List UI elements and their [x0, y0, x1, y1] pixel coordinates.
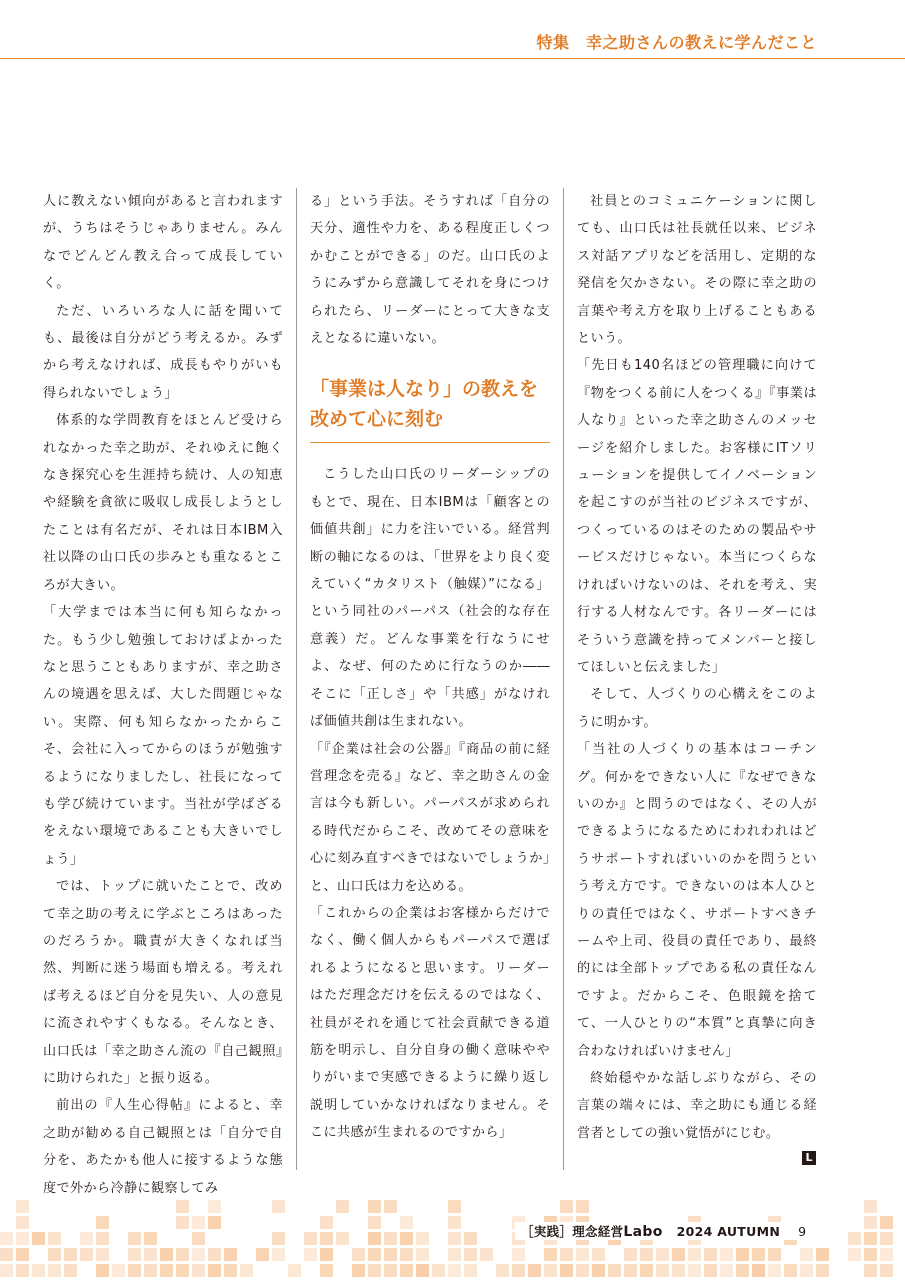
mosaic-tile [368, 1248, 381, 1261]
mosaic-tile [800, 1248, 813, 1261]
mosaic-tile [512, 1264, 525, 1277]
paragraph: ただ、いろいろな人に話を聞いても、最後は自分がどう考えるか。みずから考えなければ、成長もやりがいも得られないでしょう」 [43, 303, 283, 401]
mosaic-tile [752, 1264, 765, 1277]
mosaic-tile [272, 1200, 285, 1213]
mosaic-tile [320, 1248, 333, 1261]
mosaic-tile [560, 1264, 573, 1277]
mosaic-tile [656, 1264, 669, 1277]
mosaic-tile [576, 1200, 589, 1213]
mosaic-tile [80, 1248, 93, 1261]
mosaic-tile [384, 1248, 397, 1261]
mosaic-tile [736, 1248, 749, 1261]
mosaic-tile [800, 1264, 813, 1277]
mosaic-tile [384, 1200, 397, 1213]
mosaic-tile [224, 1248, 237, 1261]
paragraph: 体系的な学問教育をほとんど受けられなかった幸之助が、それゆえに飽くなき探究心を生涯持ち続け、人の知恵や経験を貪欲に吸収し成長しようとしたことは有名だが、それは日本IBM入社以降の山口氏の歩みとも重なるところが大きい。 [43, 413, 283, 593]
mosaic-tile [448, 1264, 461, 1277]
mosaic-tile [32, 1232, 45, 1245]
mosaic-tile [304, 1248, 317, 1261]
mosaic-tile [560, 1248, 573, 1261]
mosaic-tile [16, 1248, 29, 1261]
mosaic-tile [816, 1264, 829, 1277]
mosaic-tile [32, 1264, 45, 1277]
mosaic-tile [432, 1264, 445, 1277]
magazine-labo: Labo [623, 1224, 663, 1240]
paragraph: る」という手法。そうすれば「自分の天分、適性や力を、ある程度正しくつかむことができる」のだ。山口氏のようにみずから意識してそれを身につけられたら、リーダーにとって大きな支えとなるに違いない。 [310, 194, 550, 347]
article-column-1 [43, 188, 283, 1202]
mosaic-tile [608, 1264, 621, 1277]
mosaic-tile [0, 1264, 13, 1277]
mosaic-tile [448, 1232, 461, 1245]
mosaic-tile [672, 1248, 685, 1261]
mosaic-tile [672, 1264, 685, 1277]
magazine-name: ［実践］理念経営 [521, 1224, 624, 1239]
mosaic-tile [400, 1264, 413, 1277]
mosaic-tile [128, 1264, 141, 1277]
mosaic-tile [448, 1216, 461, 1229]
mosaic-tile [160, 1248, 173, 1261]
mosaic-tile [704, 1248, 717, 1261]
mosaic-tile [176, 1200, 189, 1213]
mosaic-tile [400, 1232, 413, 1245]
mosaic-tile [320, 1216, 333, 1229]
mosaic-tile [176, 1264, 189, 1277]
mosaic-tile [880, 1264, 893, 1277]
mosaic-tile [416, 1248, 429, 1261]
mosaic-tile [576, 1264, 589, 1277]
mosaic-tile [736, 1264, 749, 1277]
column-divider [296, 188, 297, 1170]
mosaic-tile [112, 1264, 125, 1277]
mosaic-tile [752, 1248, 765, 1261]
mosaic-tile [128, 1248, 141, 1261]
mosaic-tile [848, 1232, 861, 1245]
mosaic-tile [352, 1264, 365, 1277]
mosaic-tile [96, 1248, 109, 1261]
mosaic-tile [544, 1248, 557, 1261]
subheading: 「事業は人なり」の教えを改めて心に刻む [310, 374, 550, 443]
mosaic-tile [464, 1264, 477, 1277]
mosaic-tile [464, 1232, 477, 1245]
mosaic-tile [720, 1248, 733, 1261]
mosaic-tile [400, 1248, 413, 1261]
issue-label: 2024 AUTUMN [676, 1224, 781, 1239]
paragraph: 終始穏やかな話しぶりながら、その言葉の端々には、幸之助にも通じる経営者としての強い覚悟がにじむ。 [577, 1071, 817, 1141]
paragraph: 人に教えない傾向があると言われますが、うちはそうじゃありません。みんなでどんどん教え合って成長していく。 [43, 194, 283, 292]
mosaic-tile [352, 1248, 365, 1261]
paragraph: 「大学までは本当に何も知らなかった。もう少し勉強しておけばよかったなと思うこともありますが、幸之助さんの境遇を思えば、大した問題じゃない。実際、何も知らなかったからこそ、会社に入ってからのほうが勉強するようになりましたし、社長になっても学び続けています。当社が学ばざるをえない環境であることも大きいでしょう」 [43, 605, 283, 867]
mosaic-tile [0, 1232, 13, 1245]
mosaic-tile [96, 1232, 109, 1245]
mosaic-tile [192, 1264, 205, 1277]
mosaic-tile [16, 1232, 29, 1245]
mosaic-tile [864, 1232, 877, 1245]
mosaic-tile [48, 1264, 61, 1277]
mosaic-tile [480, 1248, 493, 1261]
mosaic-tile [720, 1264, 733, 1277]
mosaic-tile [640, 1264, 653, 1277]
footer-label [515, 1222, 812, 1240]
mosaic-tile [256, 1248, 269, 1261]
paragraph: 「これからの企業はお客様からだけでなく、働く個人からもパーパスで選ばれるようになると思います。リーダーはただ理念だけを伝えるのではなく、社員がそれを通じて社会貢献できる道筋を明示し、自分自身の働く意味ややりがいまで実感できるように繰り返し説明していかなければなりません。そこに共感が生まれるのですから」 [310, 905, 550, 1141]
mosaic-tile [16, 1216, 29, 1229]
mosaic-tile [208, 1200, 221, 1213]
mosaic-tile [592, 1248, 605, 1261]
mosaic-tile [288, 1264, 301, 1277]
mosaic-tile [864, 1200, 877, 1213]
mosaic-tile [336, 1232, 349, 1245]
mosaic-tile [880, 1216, 893, 1229]
mosaic-tile [512, 1248, 525, 1261]
mosaic-tile [768, 1248, 781, 1261]
mosaic-tile [336, 1200, 349, 1213]
mosaic-tile [144, 1248, 157, 1261]
page-header [0, 0, 905, 59]
mosaic-tile [272, 1248, 285, 1261]
mosaic-tile [880, 1232, 893, 1245]
mosaic-tile [688, 1248, 701, 1261]
paragraph: 「『企業は社会の公器』『商品の前に経営理念を売る』など、幸之助さんの金言は今も新しい。パーパスが求められる時代だからこそ、改めてその意味を心に刻み直すべきではないでしょうか」と、山口氏は力を込める。 [310, 741, 550, 894]
mosaic-tile [784, 1264, 797, 1277]
mosaic-tile [64, 1264, 77, 1277]
mosaic-tile [320, 1264, 333, 1277]
article-column-3 [577, 188, 817, 1147]
mosaic-tile [160, 1264, 173, 1277]
paragraph: 「当社の人づくりの基本はコーチング。何かをできない人に『なぜできないのか』と問うのではなく、その人ができるようになるためにわれわれはどうサポートすればいいのかを問うという考え方です。できないのは本人ひとりの責任ではなく、サポートすべきチームや上司、役員の責任であり、最終的には全部トップである私の責任なんですよ。だからこそ、色眼鏡を捨てて、一人ひとりの“本質”と真摯に向き合わなければいけません」 [577, 742, 817, 1059]
mosaic-tile [208, 1264, 221, 1277]
mosaic-tile [384, 1232, 397, 1245]
paragraph: では、トップに就いたことで、改めて幸之助の考えに学ぶところはあったのだろうか。職責が大きくなれば当然、判断に迷う場面も増える。考えれば考えるほど自分を見失い、人の意見に流されやすくもなる。そんなとき、山口氏は「幸之助さん流の『自己観照』に助けられた」と振り返る。 [43, 879, 283, 1086]
paragraph: 「先日も140名ほどの管理職に向けて『物をつくる前に人をつくる』『事業は人なり』といった幸之助さんのメッセージを紹介しました。お客様にITソリューションを提供してイノベーションを起こすのが当社のビジネスですが、つくっているのはそのための製品やサービスだけじゃない。本当につくらなければいけないのは、それを考え、実行する人材なんです。各リーダーにはそういう意識を持ってメンバーと接してほしいと伝えました」 [577, 358, 817, 675]
mosaic-tile [96, 1264, 109, 1277]
mosaic-tile [624, 1264, 637, 1277]
mosaic-tile [192, 1248, 205, 1261]
mosaic-tile [400, 1216, 413, 1229]
mosaic-tile [176, 1248, 189, 1261]
mosaic-tile [864, 1216, 877, 1229]
mosaic-tile [16, 1264, 29, 1277]
mosaic-tile [320, 1232, 333, 1245]
mosaic-tile [816, 1248, 829, 1261]
mosaic-tile [848, 1248, 861, 1261]
mosaic-tile [704, 1264, 717, 1277]
mosaic-tile [384, 1264, 397, 1277]
mosaic-tile [0, 1248, 13, 1261]
paragraph: 前出の『人生心得帖』によると、幸之助が勧める自己観照とは「自分で自分を、あたかも他人に接するような態度で外から冷静に観察してみ [43, 1098, 283, 1196]
paragraph: こうした山口氏のリーダーシップのもとで、現在、日本IBMは「顧客との価値共創」に力を注いでいる。経営判断の軸になるのは、「世界をより良く変えていく“カタリスト（触媒）”になる」という同社のパーパス（社会的な存在意義）だ。どんな事業を行なうにせよ、なぜ、何のために行なうのか――そこに「正しさ」や「共感」がなければ価値共創は生まれない。 [310, 467, 550, 730]
mosaic-tile [640, 1248, 653, 1261]
mosaic-tile [208, 1248, 221, 1261]
mosaic-tile [880, 1248, 893, 1261]
mosaic-tile [208, 1216, 221, 1229]
mosaic-tile [656, 1248, 669, 1261]
mosaic-tile [768, 1264, 781, 1277]
mosaic-tile [592, 1264, 605, 1277]
mosaic-tile [80, 1232, 93, 1245]
mosaic-tile [368, 1232, 381, 1245]
article-column-2 [310, 188, 550, 1147]
paragraph: そして、人づくりの心構えをこのように明かす。 [577, 687, 817, 730]
mosaic-tile [864, 1264, 877, 1277]
mosaic-tile [192, 1216, 205, 1229]
mosaic-tile [176, 1216, 189, 1229]
mosaic-tile [368, 1200, 381, 1213]
mosaic-tile [144, 1232, 157, 1245]
mosaic-tile [416, 1264, 429, 1277]
mosaic-tile [576, 1248, 589, 1261]
mosaic-tile [16, 1200, 29, 1213]
mosaic-tile [240, 1264, 253, 1277]
page-number: 9 [798, 1224, 807, 1239]
mosaic-tile [560, 1200, 573, 1213]
mosaic-tile [624, 1248, 637, 1261]
mosaic-tile [688, 1264, 701, 1277]
mosaic-tile [448, 1200, 461, 1213]
mosaic-tile [224, 1264, 237, 1277]
mosaic-tile [48, 1232, 61, 1245]
mosaic-tile [304, 1232, 317, 1245]
mosaic-tile [528, 1264, 541, 1277]
mosaic-tile [544, 1264, 557, 1277]
section-title: 特集 幸之助さんの教えに学んだこと [536, 33, 817, 52]
column-divider [563, 188, 564, 1170]
paragraph: 社員とのコミュニケーションに関しても、山口氏は社長就任以来、ビジネス対話アプリなどを活用し、定期的な発信を欠かさない。その際に幸之助の言葉や考え方を取り上げることもあるという。 [577, 194, 817, 347]
mosaic-tile [96, 1216, 109, 1229]
mosaic-tile [864, 1248, 877, 1261]
mosaic-tile [368, 1264, 381, 1277]
mosaic-tile [64, 1248, 77, 1261]
mosaic-tile [144, 1264, 157, 1277]
mosaic-tile [448, 1248, 461, 1261]
end-mark-icon: L [802, 1151, 816, 1165]
mosaic-tile [192, 1232, 205, 1245]
mosaic-tile [48, 1248, 61, 1261]
mosaic-tile [368, 1216, 381, 1229]
mosaic-tile [272, 1232, 285, 1245]
mosaic-tile [416, 1232, 429, 1245]
mosaic-tile [496, 1264, 509, 1277]
mosaic-tile [464, 1248, 477, 1261]
mosaic-tile [128, 1232, 141, 1245]
